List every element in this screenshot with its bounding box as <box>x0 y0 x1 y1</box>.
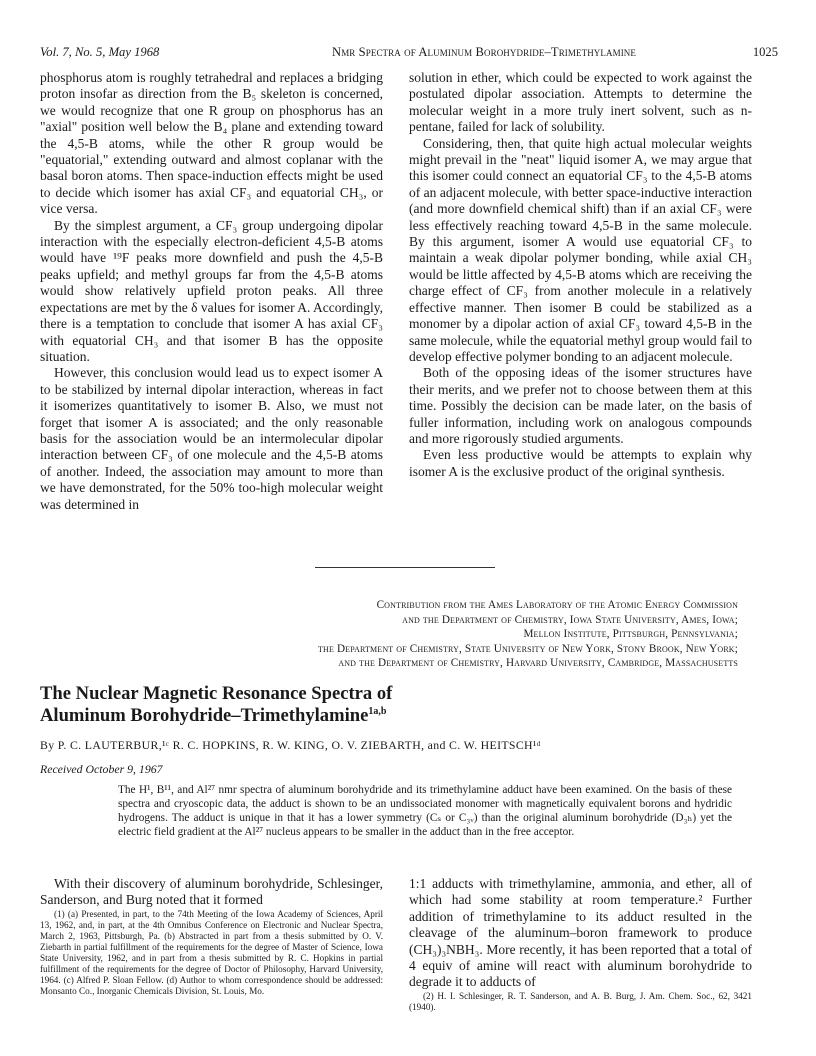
footnote: (1) (a) Presented, in part, to the 74th Meeting of the Iowa Academy of Sciences, April 13, 1962, and, in part, at the 4th Omnibus Conference on Electronic and Nuclear Spectra, March 2, 1963, Pittsburgh, Pa. (b) Abstracted in part from a thesis submitted by O. V. Ziebarth in partial fulfillment of the requirements for the degree of Master of Science, Iowa State University, 1962, and in part from a thesis submitted by R. C. Hopkins in partial fulfillment of the requirements for the degree of Doctor of Philosophy, Harvard University, 1964. (c) Alfred P. Sloan Fellow. (d) Author to whom correspondence should be addressed: Monsanto Co., Inorganic Chemicals Division, St. Louis, Mo. <box>40 908 383 997</box>
affiliation-line: Mellon Institute, Pittsburgh, Pennsylvania; <box>523 628 738 641</box>
page-number: 1025 <box>752 45 778 59</box>
paragraph: However, this conclusion would lead us to expect isomer A to be stabilized by internal dipolar interaction, whereas in fact it isomerizes quantitatively to isomer B. Also, we must not forget that isomer A is associated; and the only reasonable basis for the association would be an intermolecular dipolar interaction between CF₃ of one molecule and the 4,5-B atoms of another. Indeed, the association may amount to more than we have demonstrated, for the 50% too-high molecular weight was determined in <box>40 365 383 512</box>
paragraph: Even less productive would be attempts to explain why isomer A is the exclusive product of the original synthesis. <box>409 447 752 479</box>
affiliation-line: the Department of Chemistry, State University of New York, Stony Brook, New York; <box>318 642 738 655</box>
paragraph: Considering, then, that quite high actual molecular weights might prevail in the "neat" liquid isomer A, we may argue that this isomer could connect an equatorial CF₃ to the 4,5-B atoms of an adjacent molecule, with better space-inductive interaction (and more downfield chemical shift) than if an axial CF₃ were less effectively reaching toward 4,5-B in the same molecule. By this argument, isomer A would use equatorial CF₃ to maintain a weak dipolar polymer bonding, while axial CH₃ would be little affected by 4,5-B atoms which are receiving the charge effect of CF₃ from another molecule in a relatively effective manner. Then isomer B could be stabilized as a monomer by a dipolar action of axial CF₃ toward 4,5-B in the same molecule, while the equatorial methyl group would fail to develop effective polymer bonding to an adjacent molecule. <box>409 135 752 364</box>
article-body-column-left <box>40 876 383 998</box>
section-divider <box>315 567 495 568</box>
paragraph: solution in ether, which could be expected to work against the postulated dipolar association. Attempts to determine the molecular weight in a more truly inert solvent, such as n-pentane, failed for lack of solubility. <box>409 70 752 135</box>
paragraph: 1:1 adducts with trimethylamine, ammonia, and ether, all of which had some stability at room temperature.² Further addition of trimethylamine to its adduct resulted in the cleavage of the aluminum–boron framework to produce (CH₃)₃NBH₃. More recently, it has been reported that a total of 4 equiv of amine will react with aluminum borohydride to degrade it to adducts of <box>409 876 752 990</box>
running-title: Nmr Spectra of Aluminum Borohydride–Trimethylamine <box>332 45 636 59</box>
paragraph: With their discovery of aluminum borohydride, Schlesinger, Sanderson, and Burg noted that it formed <box>40 876 383 908</box>
running-head <box>40 44 778 60</box>
title-text: Aluminum Borohydride–Trimethylamine <box>40 704 369 726</box>
abstract: The H¹, B¹¹, and Al²⁷ nmr spectra of aluminum borohydride and its trimethylamine adduct have been examined. On the basis of these spectra and cryoscopic data, the adduct is shown to be an undissociated monomer with magnetically equivalent borons and hydridic hydrogens. The adduct is unique in that it has a lower symmetry (Cₛ or C₃ᵥ) than the original aluminum borohydride (D₃ₕ) yet the electric field gradient at the Al²⁷ nucleus appears to be smaller in the adduct than in the free acceptor. <box>118 784 732 838</box>
received-date: Received October 9, 1967 <box>40 762 163 776</box>
journal-volume-issue: Vol. 7, No. 5, May 1968 <box>40 45 160 59</box>
contribution-affiliations <box>230 598 738 671</box>
title-footnote-marker: 1a,b <box>368 705 387 717</box>
article-body-column-right <box>409 876 752 1013</box>
author-list: By P. C. LAUTERBUR,¹ᶜ R. C. HOPKINS, R. W. KING, O. V. ZIEBARTH, and C. W. HEITSCH¹ᵈ <box>40 738 541 752</box>
affiliation-line: and the Department of Chemistry, Iowa State University, Ames, Iowa; <box>402 613 738 626</box>
title-line: The Nuclear Magnetic Resonance Spectra of <box>40 683 393 704</box>
affiliation-line: Contribution from the Ames Laboratory of the Atomic Energy Commission <box>376 599 738 611</box>
affiliation-line: and the Department of Chemistry, Harvard University, Cambridge, Massachusetts <box>338 657 738 670</box>
footnote: (2) H. I. Schlesinger, R. T. Sanderson, and A. B. Burg, J. Am. Chem. Soc., 62, 3421 (1940). <box>409 990 752 1012</box>
previous-article-column-left <box>40 70 383 513</box>
paragraph: phosphorus atom is roughly tetrahedral and replaces a bridging proton insofar as direction from the B₅ skeleton is concerned, we would recognize that one R group on phosphorus has an "axial" position well below the B₄ plane and extending toward the 4,5-B atoms, while the other R group would be "equatorial," extending outward and almost coplanar with the basal boron atoms. Then space-induction effects might be used to decide which isomer has axial CF₃ and equatorial CH₃, or vice versa. <box>40 70 383 217</box>
article-title <box>40 683 560 726</box>
previous-article-column-right <box>409 70 752 480</box>
title-line <box>40 705 560 727</box>
paragraph: Both of the opposing ideas of the isomer structures have their merits, and we prefer not to choose between them at this time. Possibly the decision can be made later, on the basis of fuller information, including work on analogous compounds and more rigorously studied arguments. <box>409 365 752 446</box>
paragraph: By the simplest argument, a CF₃ group undergoing dipolar interaction with the especially electron-deficient 4,5-B atoms would have ¹⁹F peaks more downfield and push the 4,5-B peaks upfield; and methyl groups far from the 4,5-B atoms would show relatively upfield proton peaks. All three expectations are met by the δ values for isomer A. Accordingly, there is a temptation to conclude that isomer A has axial CF₃ with equatorial CH₃ and that isomer B has the opposite situation. <box>40 217 383 364</box>
